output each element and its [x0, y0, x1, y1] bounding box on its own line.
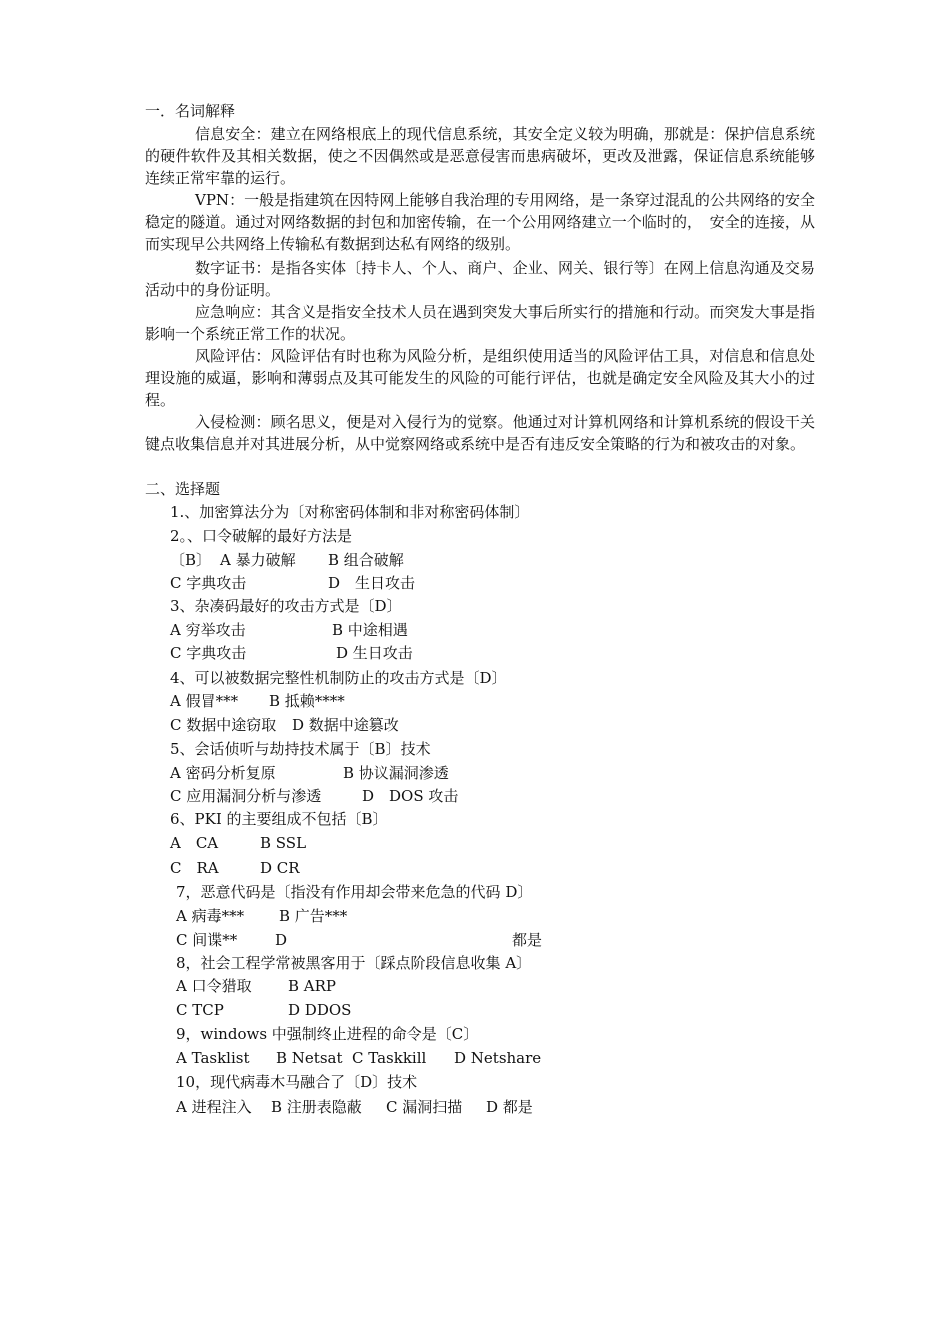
- option-c: C RA: [170, 859, 219, 877]
- option-b: B 中途相遇: [332, 621, 408, 639]
- option-c: C 字典攻击: [170, 574, 247, 592]
- option-d: D 都是: [486, 1098, 533, 1116]
- option-c: C 数据中途窃取: [170, 716, 277, 734]
- option-a: A 密码分析复原: [170, 764, 276, 782]
- option-b: B Netsat: [276, 1049, 343, 1067]
- option-a: A 暴力破解: [220, 551, 296, 569]
- term-paragraph-emergency-response: 应急响应：其含义是指安全技术人员在遇到突发大事后所实行的措施和行动。而突发大事是指影响一个系统正常工作的状况。: [145, 303, 815, 343]
- question-text: 3、杂凑码最好的攻击方式是〔D〕: [170, 597, 402, 615]
- option-a: A 口令猎取: [176, 977, 252, 995]
- option-a: A Tasklist: [176, 1049, 250, 1067]
- option-a: A CA: [170, 834, 219, 852]
- option-c: C 应用漏洞分析与渗透: [170, 787, 322, 805]
- option-b: B ARP: [288, 977, 337, 995]
- term-paragraph-digital-certificate: 数字证书：是指各实体〔持卡人、个人、商户、企业、网关、银行等〕在网上信息沟通及交易活动中的身份证明。: [145, 259, 815, 299]
- question-text: 5、会话侦听与劫持技术属于〔B〕技术: [170, 740, 431, 758]
- option-a: A 假冒***: [170, 692, 239, 710]
- question-text: 7，恶意代码是〔指没有作用却会带来危急的代码 D〕: [176, 883, 533, 901]
- option-d-text: 都是: [512, 931, 543, 949]
- option-b: B 注册表隐蔽: [271, 1098, 362, 1116]
- option-d: D DOS 攻击: [362, 787, 459, 805]
- option-c: C 漏洞扫描: [386, 1098, 463, 1116]
- question-text: 9，windows 中强制终止进程的命令是〔C〕: [176, 1025, 479, 1043]
- option-b: B 广告***: [279, 907, 348, 925]
- question-text: 4、可以被数据完整性机制防止的攻击方式是〔D〕: [170, 669, 507, 687]
- section-heading-choice-questions: 二、选择题: [145, 480, 221, 498]
- option-b: B 协议漏洞渗透: [343, 764, 449, 782]
- option-a: A 进程注入: [176, 1098, 252, 1116]
- option-c: C 间谍**: [176, 931, 238, 949]
- option-c: C Taskkill: [352, 1049, 427, 1067]
- question-text: 10，现代病毒木马融合了〔D〕技术: [176, 1073, 418, 1091]
- option-c: C 字典攻击: [170, 644, 247, 662]
- option-a: A 病毒***: [176, 907, 245, 925]
- option-c: C TCP: [176, 1001, 224, 1019]
- option-d: D 生日攻击: [328, 574, 416, 592]
- option-d: D 数据中途篡改: [292, 716, 399, 734]
- section-heading-definitions: 一．名词解释: [145, 102, 236, 120]
- option-d: D: [275, 931, 288, 949]
- option-d: D 生日攻击: [336, 644, 413, 662]
- option-b: B 组合破解: [328, 551, 404, 569]
- question-text: 8，社会工程学常被黑客用于〔踩点阶段信息收集 A〕: [176, 954, 532, 972]
- term-paragraph-risk-assessment: 风险评估：风险评估有时也称为风险分析，是组织使用适当的风险评估工具，对信息和信息处理设施的威逼，影响和薄弱点及其可能发生的风险的可能行评估，也就是确定安全风险及其大小的过程。: [145, 347, 815, 409]
- term-paragraph-intrusion-detection: 入侵检测：顾名思义，便是对入侵行为的觉察。他通过对计算机网络和计算机系统的假设干关键点收集信息并对其进展分析，从中觉察网络或系统中是否有违反安全策略的行为和被攻击的对象。: [145, 413, 815, 453]
- question-answer: 〔B〕: [170, 551, 212, 569]
- option-d: D CR: [260, 859, 300, 877]
- question-text: 6、PKI 的主要组成不包括〔B〕: [170, 810, 388, 828]
- option-a: A 穷举攻击: [170, 621, 246, 639]
- option-b: B 抵赖****: [269, 692, 345, 710]
- question-text: 2。、口令破解的最好方法是: [170, 527, 353, 545]
- option-d: D DDOS: [288, 1001, 352, 1019]
- option-d: D Netshare: [454, 1049, 542, 1067]
- term-paragraph-info-security: 信息安全：建立在网络根底上的现代信息系统，其安全定义较为明确，那就是：保护信息系统的硬件软件及其相关数据，使之不因偶然或是恶意侵害而患病破坏，更改及泄露，保证信息系统能够连续正常牢靠的运行。: [145, 125, 815, 187]
- question-text: 1.、加密算法分为〔对称密码体制和非对称密码体制〕: [170, 503, 530, 521]
- option-b: B SSL: [260, 834, 307, 852]
- term-paragraph-vpn: VPN：一般是指建筑在因特网上能够自我治理的专用网络，是一条穿过混乱的公共网络的安全稳定的隧道。通过对网络数据的封包和加密传输，在一个公用网络建立一个临时的， 安全的连接，从而实现早公共网络上传输私有数据到达私有网络的级别。: [145, 191, 815, 253]
